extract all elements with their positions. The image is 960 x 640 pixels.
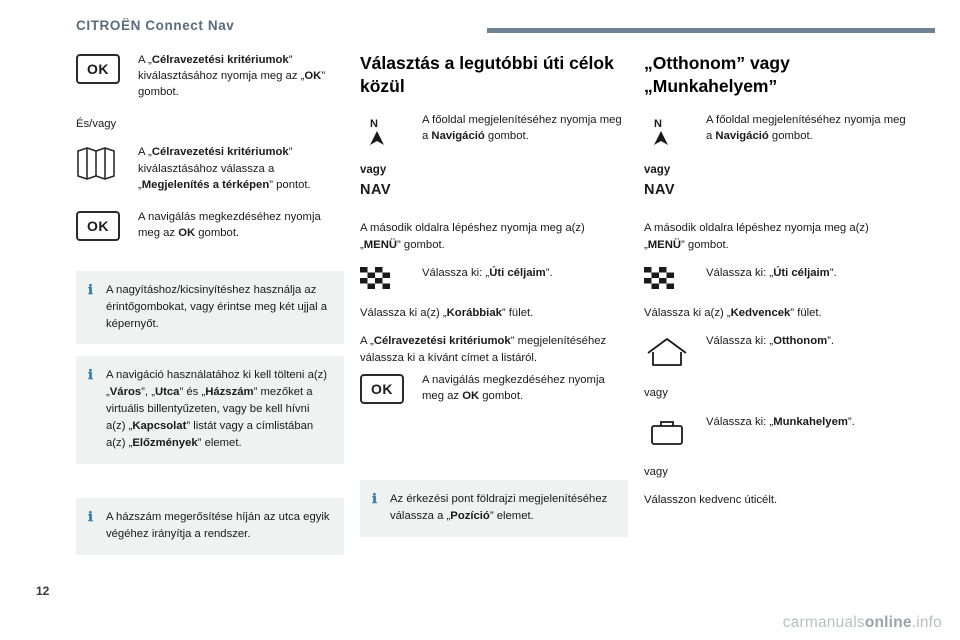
vagy-label-2: vagy (644, 387, 668, 400)
step-text: A „Célravezetési kritériumok” kiválasztásához nyomja meg az „OK” gombot. (138, 54, 326, 99)
step-nav-home (360, 112, 628, 148)
info-icon: ℹ (372, 491, 377, 507)
page-title: CITROËN Connect Nav (76, 18, 235, 33)
step-home-destination (644, 333, 912, 369)
note-zoom (76, 271, 344, 345)
house-icon-svg (644, 335, 690, 369)
map-display-icon-svg (76, 146, 116, 180)
step-nav-home (644, 112, 912, 148)
step-text: A főoldal megjelenítéséhez nyomja meg a Navigáció gombot. (706, 114, 906, 143)
step-tab: Válassza ki a(z) „Kedvencek” fület. (644, 306, 822, 319)
note-house-number (76, 498, 344, 555)
note-position (360, 480, 628, 537)
note-text: Az érkezési pont földrajzi megjelenítéséhez válassza a „Pozíció” elemet. (390, 493, 608, 523)
briefcase-icon (644, 414, 706, 448)
step-work-destination (644, 414, 912, 448)
note-navigation-fields (76, 356, 344, 464)
step-ok-criteria (76, 52, 344, 100)
step-menu: A második oldalra lépéshez nyomja meg a(z) „MENÜ” gombot. (644, 222, 869, 251)
svg-text:N: N (654, 118, 662, 131)
step-ok-start (76, 209, 344, 241)
header-rule (487, 28, 935, 33)
map-display-icon (76, 144, 138, 180)
checkered-flag-icon (644, 265, 706, 289)
ok-icon-label: OK (360, 374, 404, 404)
column-left (76, 52, 344, 567)
checkered-flag-icon-svg (644, 267, 674, 289)
checkered-flag-icon-svg (360, 267, 390, 289)
section-title: Választás a legutóbbi úti célok közül (360, 53, 614, 97)
info-icon: ℹ (88, 281, 93, 297)
step-text: A főoldal megjelenítéséhez nyomja meg a Navigáció gombot. (422, 114, 622, 143)
nav-button-icon: NAV (360, 182, 392, 199)
step-text: Válassza ki: „Úti céljaim”. (706, 266, 837, 279)
house-icon (644, 333, 706, 369)
vagy-label-3: vagy (644, 465, 668, 478)
section-title: „Otthonom” vagy „Munkahelyem” (644, 53, 790, 97)
briefcase-icon-svg (644, 416, 690, 448)
step-text: A navigálás megkezdéséhez nyomja meg az OK gombot. (138, 210, 321, 239)
watermark: carmanualsonline.info (782, 614, 942, 631)
compass-icon-svg (644, 114, 678, 148)
page-number: 12 (36, 584, 50, 598)
note-text: A navigáció használatához ki kell tölteni a(z) „Város”, „Utca” és „Házszám” mezőket a virtuális billentyűzeten, vagy be kell hívni a(z) „Kapcsolat” listát vagy a címlistában a(z) „Előzmények” elemet. (106, 369, 328, 450)
ok-icon-label: OK (76, 211, 120, 241)
checkered-flag-icon (360, 265, 422, 289)
step-text: Válassza ki: „Otthonom”. (706, 335, 835, 348)
nav-button-icon: NAV (644, 182, 676, 199)
step-text: A „Célravezetési kritériumok” kiválasztásához válassza a „Megjelenítés a térképen” pontot. (138, 146, 311, 191)
column-right (644, 52, 912, 520)
ok-icon-label: OK (76, 54, 120, 84)
step-text: A navigálás megkezdéséhez nyomja meg az OK gombot. (422, 374, 605, 403)
compass-icon (360, 112, 422, 148)
step-text: Válassza ki: „Munkahelyem”. (706, 415, 855, 428)
svg-text:N: N (370, 118, 378, 131)
compass-icon (644, 112, 706, 148)
step-menu: A második oldalra lépéshez nyomja meg a(z) „MENÜ” gombot. (360, 222, 585, 251)
column-middle (360, 52, 628, 549)
ok-button-icon (360, 372, 422, 404)
step-criteria: A „Célravezetési kritériumok” megjelenítéséhez válassza ki a kívánt címet a listáról. (360, 335, 607, 364)
step-text: Válassza ki: „Úti céljaim”. (422, 266, 553, 279)
vagy-label: vagy (644, 164, 671, 177)
step-destinations (360, 265, 628, 289)
ok-button-icon (76, 209, 138, 241)
es-vagy-text: És/vagy (76, 118, 117, 131)
info-icon: ℹ (88, 367, 93, 383)
info-icon: ℹ (88, 509, 93, 525)
step-ok-start (360, 372, 628, 404)
vagy-label: vagy (360, 164, 387, 177)
step-final: Válasszon kedvenc úticélt. (644, 494, 778, 507)
note-text: A házszám megerősítése híján az utca egyik végéhez irányítja a rendszer. (106, 511, 330, 541)
compass-icon-svg (360, 114, 394, 148)
ok-button-icon (76, 52, 138, 84)
step-destinations (644, 265, 912, 289)
step-map-display (76, 144, 344, 192)
note-text: A nagyításhoz/kicsinyítéshez használja az érintőgombokat, vagy érintse meg két ujjal a képernyőt. (106, 283, 328, 330)
step-tab: Válassza ki a(z) „Korábbiak” fület. (360, 306, 534, 319)
